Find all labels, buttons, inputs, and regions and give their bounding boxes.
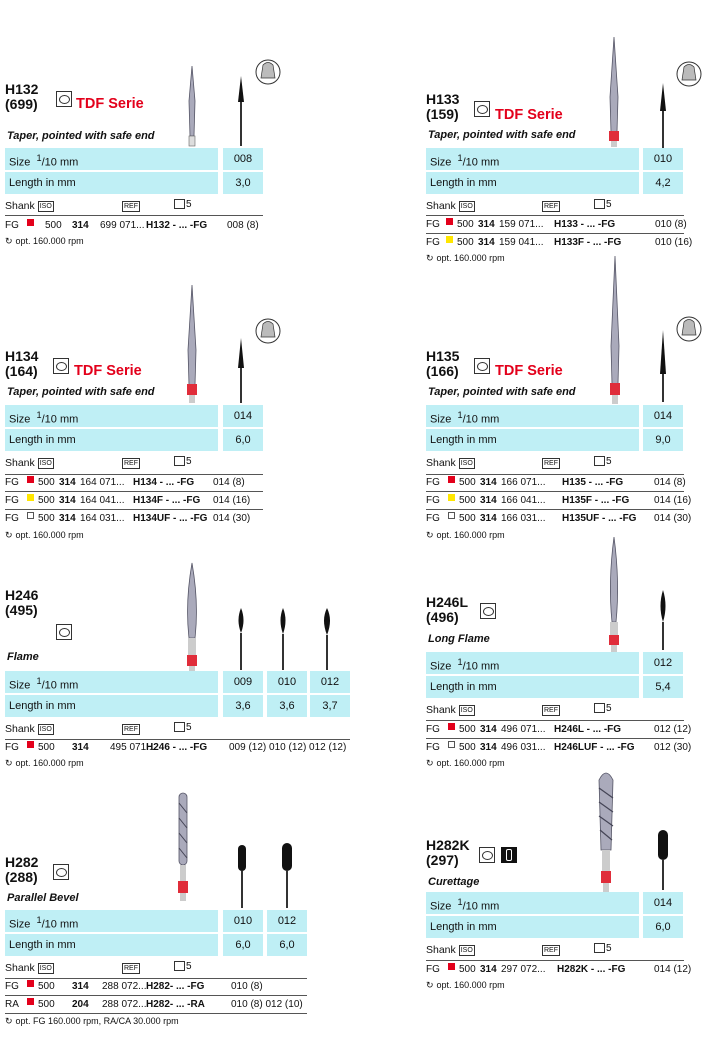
bur-silhouette-icon: [656, 83, 670, 148]
pack-icon: 5: [174, 722, 192, 733]
order-row: FG 500 314 297 072... H282K - ... -FG 014 (12): [426, 964, 692, 975]
product-number: (164): [5, 363, 38, 379]
divider: [426, 474, 684, 475]
length-value: 4,2: [643, 172, 683, 194]
ref-icon: REF: [124, 964, 138, 972]
bur-illustration-icon: [180, 563, 204, 671]
bur-illustration-icon: [181, 285, 203, 403]
divider: [5, 739, 350, 740]
tdf-serie-label: TDF Serie: [76, 96, 144, 112]
size-value: 012: [643, 652, 683, 674]
divider: [426, 738, 684, 739]
ref-icon: REF: [544, 946, 558, 954]
safe-end-icon: [56, 624, 72, 640]
bur-illustration-icon: [603, 256, 627, 404]
order-row: FG 500 314 495 071... H246 - ... -FG 009 (12) 010 (12) 012 (12): [5, 742, 347, 753]
pack-icon: 5: [594, 703, 612, 714]
safe-end-detail-icon: [676, 60, 702, 88]
length-row: Length in mm: [426, 916, 639, 938]
ref-icon: REF: [544, 706, 558, 714]
safe-end-icon: [474, 358, 490, 374]
safe-end-detail-icon: [255, 58, 281, 86]
divider: [5, 491, 263, 492]
bur-silhouette-icon: [234, 338, 248, 403]
length-row: Length in mm: [426, 172, 639, 194]
shank-label: Shank ISO: [5, 457, 52, 469]
size-row: Size $^1$/10 mm: [426, 652, 639, 674]
product-code: H134: [5, 348, 39, 364]
order-row: FG 500 314 159 071... H133 - ... -FG 010 (8): [426, 219, 687, 230]
size-row: Size $^1$/10 mm: [426, 892, 639, 914]
size-row: Size $^1$/10 mm: [5, 405, 218, 427]
bur-silhouette-icon: [234, 76, 248, 146]
rpm-note: ↻ opt. 160.000 rpm: [426, 980, 505, 991]
product-code: H132: [5, 81, 39, 97]
shank-label: Shank ISO: [5, 962, 52, 974]
order-row: FG 500 314 496 071... H246L - ... -FG 012 (12): [426, 724, 692, 735]
bur-silhouette-icon: [280, 843, 294, 908]
length-value: 3,6: [223, 695, 263, 717]
order-row: FG 500 314 164 041... H134F - ... -FG 014 (16): [5, 495, 251, 506]
shank-label: Shank ISO: [426, 457, 473, 469]
curettage-icon: [501, 847, 517, 863]
order-row: FG 500 314 164 071... H134 - ... -FG 014 (8): [5, 477, 245, 488]
product-code: H135: [426, 348, 460, 364]
product-number: (699): [5, 96, 38, 112]
length-value: 6,0: [223, 934, 263, 956]
bur-illustration-icon: [593, 770, 619, 892]
length-row: Length in mm: [5, 429, 218, 451]
size-row: Size $^1$/10 mm: [426, 405, 639, 427]
divider: [426, 960, 684, 961]
length-value: 5,4: [643, 676, 683, 698]
shank-label: Shank ISO: [5, 200, 52, 212]
bur-silhouette-icon: [656, 830, 670, 890]
divider: [5, 215, 263, 216]
length-value: 3,7: [310, 695, 350, 717]
tdf-serie-label: TDF Serie: [495, 107, 563, 123]
divider: [426, 233, 684, 234]
bur-illustration-icon: [603, 537, 625, 652]
rpm-note: ↻ opt. 160.000 rpm: [5, 530, 84, 541]
safe-end-icon: [474, 101, 490, 117]
shank-label: Shank ISO: [426, 944, 473, 956]
order-row: FG 500 314 496 031... H246LUF - ... -FG 012 (30): [426, 742, 692, 753]
pack-icon: 5: [174, 456, 192, 467]
size-row: Size $^1$/10 mm: [5, 671, 218, 693]
size-value: 010: [643, 148, 683, 170]
order-row: FG 500 314 288 072... H282- ... -FG 010 (8): [5, 981, 263, 992]
length-row: Length in mm: [426, 676, 639, 698]
size-row: Size $^1$/10 mm: [5, 148, 218, 170]
product-description: Parallel Bevel: [7, 892, 79, 904]
ref-icon: REF: [124, 725, 138, 733]
ref-icon: REF: [544, 202, 558, 210]
length-value: 3,6: [267, 695, 307, 717]
product-number: (159): [426, 106, 459, 122]
bur-silhouette-icon: [320, 608, 334, 670]
divider: [426, 509, 684, 510]
order-row: FG 500 314 164 031... H134UF - ... -FG 014 (30): [5, 513, 251, 524]
shank-label: Shank ISO: [426, 200, 473, 212]
product-code: H282K: [426, 837, 470, 853]
safe-end-icon: [480, 603, 496, 619]
pack-icon: 5: [174, 199, 192, 210]
divider: [5, 509, 263, 510]
product-number: (496): [426, 609, 459, 625]
pack-icon: 5: [594, 456, 612, 467]
order-row: FG 500 314 166 031... H135UF - ... -FG 014 (30): [426, 513, 692, 524]
length-value: 6,0: [267, 934, 307, 956]
size-value: 012: [310, 671, 350, 693]
size-value: 014: [643, 405, 683, 427]
product-description: Long Flame: [428, 633, 490, 645]
product-number: (288): [5, 869, 38, 885]
length-value: 9,0: [643, 429, 683, 451]
size-value: 014: [643, 892, 683, 914]
safe-end-icon: [56, 91, 72, 107]
divider: [426, 720, 684, 721]
length-row: Length in mm: [426, 429, 639, 451]
order-row: FG 500 314 699 071... H132 - ... -FG 008 (8): [5, 220, 259, 231]
length-value: 3,0: [223, 172, 263, 194]
size-value: 010: [223, 910, 263, 932]
length-row: Length in mm: [5, 695, 218, 717]
product-description: Taper, pointed with safe end: [7, 130, 155, 142]
order-row: FG 500 314 159 041... H133F - ... -FG 010 (16): [426, 237, 693, 248]
safe-end-icon: [53, 864, 69, 880]
ref-icon: REF: [544, 459, 558, 467]
shank-label: Shank ISO: [426, 704, 473, 716]
rpm-note: ↻ opt. FG 160.000 rpm, RA/CA 30.000 rpm: [5, 1016, 179, 1027]
rpm-note: ↻ opt. 160.000 rpm: [426, 530, 505, 541]
length-row: Length in mm: [5, 934, 218, 956]
product-code: H246L: [426, 594, 469, 610]
divider: [5, 995, 307, 996]
product-description: Taper, pointed with safe end: [428, 386, 576, 398]
product-number: (166): [426, 363, 459, 379]
shank-label: Shank ISO: [5, 723, 52, 735]
product-description: Curettage: [428, 876, 480, 888]
product-code: H282: [5, 854, 39, 870]
size-value: 009: [223, 671, 263, 693]
size-value: 014: [223, 405, 263, 427]
divider: [426, 491, 684, 492]
divider: [426, 215, 684, 216]
rpm-note: ↻ opt. 160.000 rpm: [5, 758, 84, 769]
bur-silhouette-icon: [656, 330, 670, 402]
product-number: (297): [426, 852, 459, 868]
length-row: Length in mm: [5, 172, 218, 194]
product-code: H133: [426, 91, 460, 107]
product-code: H246: [5, 587, 39, 603]
bur-illustration-icon: [182, 66, 202, 146]
size-row: Size $^1$/10 mm: [5, 910, 218, 932]
bur-silhouette-icon: [234, 608, 248, 670]
length-value: 6,0: [643, 916, 683, 938]
bur-illustration-icon: [172, 793, 194, 908]
order-row: FG 500 314 166 071... H135 - ... -FG 014 (8): [426, 477, 686, 488]
safe-end-detail-icon: [255, 317, 281, 345]
bur-illustration-icon: [603, 37, 625, 147]
product-number: (495): [5, 602, 38, 618]
product-description: Taper, pointed with safe end: [428, 129, 576, 141]
size-row: Size $^1$/10 mm: [426, 148, 639, 170]
order-row: FG 500 314 166 041... H135F - ... -FG 014 (16): [426, 495, 692, 506]
ref-icon: REF: [124, 459, 138, 467]
size-value: 008: [223, 148, 263, 170]
bur-silhouette-icon: [276, 608, 290, 670]
divider: [5, 1013, 307, 1014]
safe-end-icon: [479, 847, 495, 863]
divider: [5, 474, 263, 475]
safe-end-detail-icon: [676, 315, 702, 343]
rpm-note: ↻ opt. 160.000 rpm: [426, 758, 505, 769]
tdf-serie-label: TDF Serie: [74, 363, 142, 379]
ref-icon: REF: [124, 202, 138, 210]
pack-icon: 5: [594, 199, 612, 210]
pack-icon: 5: [594, 943, 612, 954]
bur-silhouette-icon: [235, 845, 249, 908]
size-value: 012: [267, 910, 307, 932]
tdf-serie-label: TDF Serie: [495, 363, 563, 379]
order-row: RA 500 204 288 072... H282- ... -RA 010 (8) 012 (10): [5, 999, 303, 1010]
pack-icon: 5: [174, 961, 192, 972]
product-description: Flame: [7, 651, 39, 663]
product-description: Taper, pointed with safe end: [7, 386, 155, 398]
size-value: 010: [267, 671, 307, 693]
safe-end-icon: [53, 358, 69, 374]
length-value: 6,0: [223, 429, 263, 451]
rpm-note: ↻ opt. 160.000 rpm: [426, 253, 505, 264]
bur-silhouette-icon: [656, 590, 670, 650]
divider: [5, 978, 307, 979]
rpm-note: ↻ opt. 160.000 rpm: [5, 236, 84, 247]
